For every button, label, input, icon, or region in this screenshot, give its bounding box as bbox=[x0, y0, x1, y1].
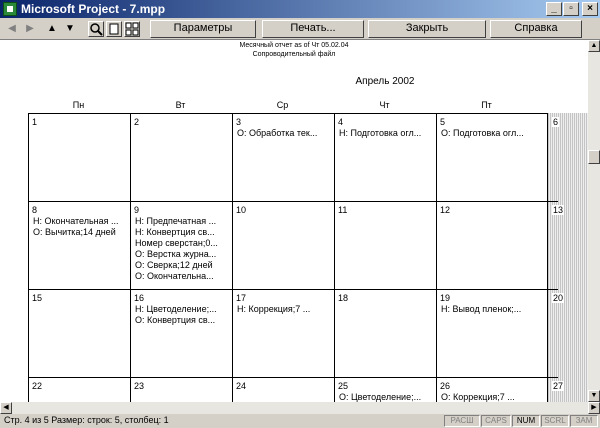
task-entry: Н: Предпечатная ... bbox=[135, 216, 217, 226]
task-list bbox=[33, 216, 127, 238]
vertical-scroll-thumb[interactable] bbox=[588, 150, 600, 164]
day-name-header: Ср bbox=[276, 100, 289, 110]
window-title: Microsoft Project - 7.mpp bbox=[21, 2, 166, 16]
project-app-icon[interactable] bbox=[3, 2, 17, 16]
close-button[interactable]: Закрыть bbox=[368, 20, 486, 38]
close-window-button[interactable]: × bbox=[582, 2, 598, 16]
one-page-icon[interactable] bbox=[106, 21, 122, 37]
task-entry: О: Вычитка;14 дней bbox=[33, 227, 116, 237]
task-list bbox=[339, 128, 433, 139]
task-list bbox=[237, 128, 331, 139]
day-number: 11 bbox=[338, 205, 348, 215]
task-entry: Н: Окончательная ... bbox=[33, 216, 119, 226]
day-number: 16 bbox=[134, 293, 145, 303]
task-entry: О: Обработка тек... bbox=[237, 128, 318, 138]
day-name-header: Пт bbox=[481, 100, 492, 110]
task-list bbox=[135, 304, 229, 326]
caps-indicator: CAPS bbox=[481, 415, 511, 427]
status-bar bbox=[0, 414, 600, 428]
calendar-day-cell[interactable] bbox=[437, 290, 537, 378]
task-entry: О: Цветоделение;... bbox=[339, 392, 422, 402]
task-entry: О: Окончательна... bbox=[135, 271, 214, 281]
scroll-right-arrow-icon[interactable]: ▶ bbox=[588, 402, 600, 414]
weekend-day-cell bbox=[548, 290, 587, 378]
day-number: 23 bbox=[134, 381, 145, 391]
task-entry: Номер сверстан;0... bbox=[135, 238, 218, 248]
vertical-scrollbar[interactable] bbox=[588, 40, 600, 402]
scroll-up-icon[interactable]: ▲ bbox=[47, 23, 57, 34]
zoom-icon[interactable] bbox=[88, 21, 104, 37]
day-number: 25 bbox=[338, 381, 349, 391]
calendar-day-cell[interactable] bbox=[233, 114, 333, 202]
weekend-day-number: 20 bbox=[553, 293, 564, 303]
weekend-day-number: 6 bbox=[553, 117, 559, 127]
calendar-day-cell[interactable] bbox=[29, 378, 129, 402]
status-text: Стр. 4 из 5 Размер: строк: 5, столбец: 1 bbox=[4, 415, 169, 425]
preview-page bbox=[0, 40, 588, 402]
calendar-day-cell[interactable] bbox=[437, 114, 537, 202]
task-list bbox=[441, 392, 535, 402]
help-button[interactable]: Справка bbox=[490, 20, 582, 38]
calendar-day-cell[interactable] bbox=[437, 378, 537, 402]
task-entry: О: Верстка журна... bbox=[135, 249, 217, 259]
task-list bbox=[135, 216, 229, 282]
print-button[interactable]: Печать... bbox=[262, 20, 364, 38]
scroll-up-arrow-icon[interactable]: ▲ bbox=[588, 40, 600, 52]
weekend-day-number: 27 bbox=[553, 381, 564, 391]
multiple-pages-icon[interactable] bbox=[124, 21, 140, 37]
calendar-day-cell[interactable] bbox=[335, 114, 435, 202]
calendar-day-cell[interactable] bbox=[233, 202, 333, 290]
calendar-day-cell[interactable] bbox=[131, 202, 231, 290]
restore-button[interactable]: ▫ bbox=[563, 2, 579, 16]
day-number: 17 bbox=[236, 293, 247, 303]
day-number: 18 bbox=[338, 293, 349, 303]
day-number: 19 bbox=[440, 293, 451, 303]
scroll-left-icon[interactable]: ◀ bbox=[8, 23, 16, 34]
scroll-right-icon[interactable]: ▶ bbox=[26, 23, 34, 34]
day-number: 10 bbox=[236, 205, 247, 215]
calendar-day-cell[interactable] bbox=[335, 202, 435, 290]
task-entry: О: Конвертция св... bbox=[135, 315, 216, 325]
task-entry: Н: Конвертция св... bbox=[135, 227, 215, 237]
day-number: 9 bbox=[134, 205, 140, 215]
ovr-indicator: ЗАМ bbox=[570, 415, 598, 427]
calendar-day-cell[interactable] bbox=[233, 378, 333, 402]
report-header-subtitle: Сопроводительный файл bbox=[252, 51, 336, 58]
day-number: 12 bbox=[440, 205, 451, 215]
task-list bbox=[237, 304, 331, 315]
horizontal-scrollbar[interactable] bbox=[0, 402, 600, 414]
num-indicator: NUM bbox=[512, 415, 540, 427]
calendar-day-cell[interactable] bbox=[437, 202, 537, 290]
page-setup-button[interactable]: Параметры bbox=[150, 20, 256, 38]
print-preview-toolbar bbox=[0, 18, 600, 40]
task-entry: О: Подготовка огл... bbox=[441, 128, 524, 138]
day-number: 5 bbox=[440, 117, 446, 127]
report-header-title: Месячный отчет as of Чт 05.02.04 bbox=[239, 42, 349, 49]
day-name-header: Пн bbox=[72, 100, 85, 110]
task-entry: Н: Подготовка огл... bbox=[339, 128, 422, 138]
weekend-day-cell bbox=[548, 114, 587, 202]
task-entry: Н: Цветоделение;... bbox=[135, 304, 217, 314]
day-number: 2 bbox=[134, 117, 140, 127]
calendar-day-cell[interactable] bbox=[29, 114, 129, 202]
month-title: Апрель 2002 bbox=[355, 76, 415, 87]
scroll-left-arrow-icon[interactable]: ◀ bbox=[0, 402, 12, 414]
day-number: 24 bbox=[236, 381, 247, 391]
day-number: 15 bbox=[32, 293, 43, 303]
day-number: 3 bbox=[236, 117, 242, 127]
day-number: 1 bbox=[32, 117, 38, 127]
scrl-indicator: SCRL bbox=[541, 415, 569, 427]
calendar-day-cell[interactable] bbox=[131, 114, 231, 202]
day-number: 4 bbox=[338, 117, 344, 127]
weekend-day-number: 13 bbox=[553, 205, 564, 215]
calendar-day-cell[interactable] bbox=[29, 202, 129, 290]
minimize-button[interactable]: _ bbox=[546, 2, 562, 16]
calendar-day-cell[interactable] bbox=[131, 290, 231, 378]
task-entry: О: Коррекция;7 ... bbox=[441, 392, 515, 402]
day-number: 26 bbox=[440, 381, 451, 391]
scroll-down-arrow-icon[interactable]: ▼ bbox=[588, 390, 600, 402]
calendar-day-cell[interactable] bbox=[29, 290, 129, 378]
day-name-header: Чт bbox=[379, 100, 390, 110]
day-number: 8 bbox=[32, 205, 38, 215]
task-entry: Н: Коррекция;7 ... bbox=[237, 304, 311, 314]
day-name-header: Вт bbox=[175, 100, 186, 110]
calendar-day-cell[interactable] bbox=[335, 378, 435, 402]
task-list bbox=[339, 392, 433, 402]
task-entry: Н: Вывод пленок;... bbox=[441, 304, 522, 314]
calendar-day-cell[interactable] bbox=[131, 378, 231, 402]
weekend-day-cell bbox=[548, 202, 587, 290]
task-list bbox=[441, 128, 535, 139]
ext-indicator: РАСШ bbox=[444, 415, 480, 427]
calendar-day-cell[interactable] bbox=[335, 290, 435, 378]
task-entry: О: Сверка;12 дней bbox=[135, 260, 213, 270]
calendar-day-cell[interactable] bbox=[233, 290, 333, 378]
weekend-day-cell bbox=[548, 378, 587, 402]
scroll-down-icon[interactable]: ▼ bbox=[65, 23, 75, 34]
task-list bbox=[441, 304, 535, 315]
title-bar bbox=[0, 0, 600, 18]
day-number: 22 bbox=[32, 381, 43, 391]
